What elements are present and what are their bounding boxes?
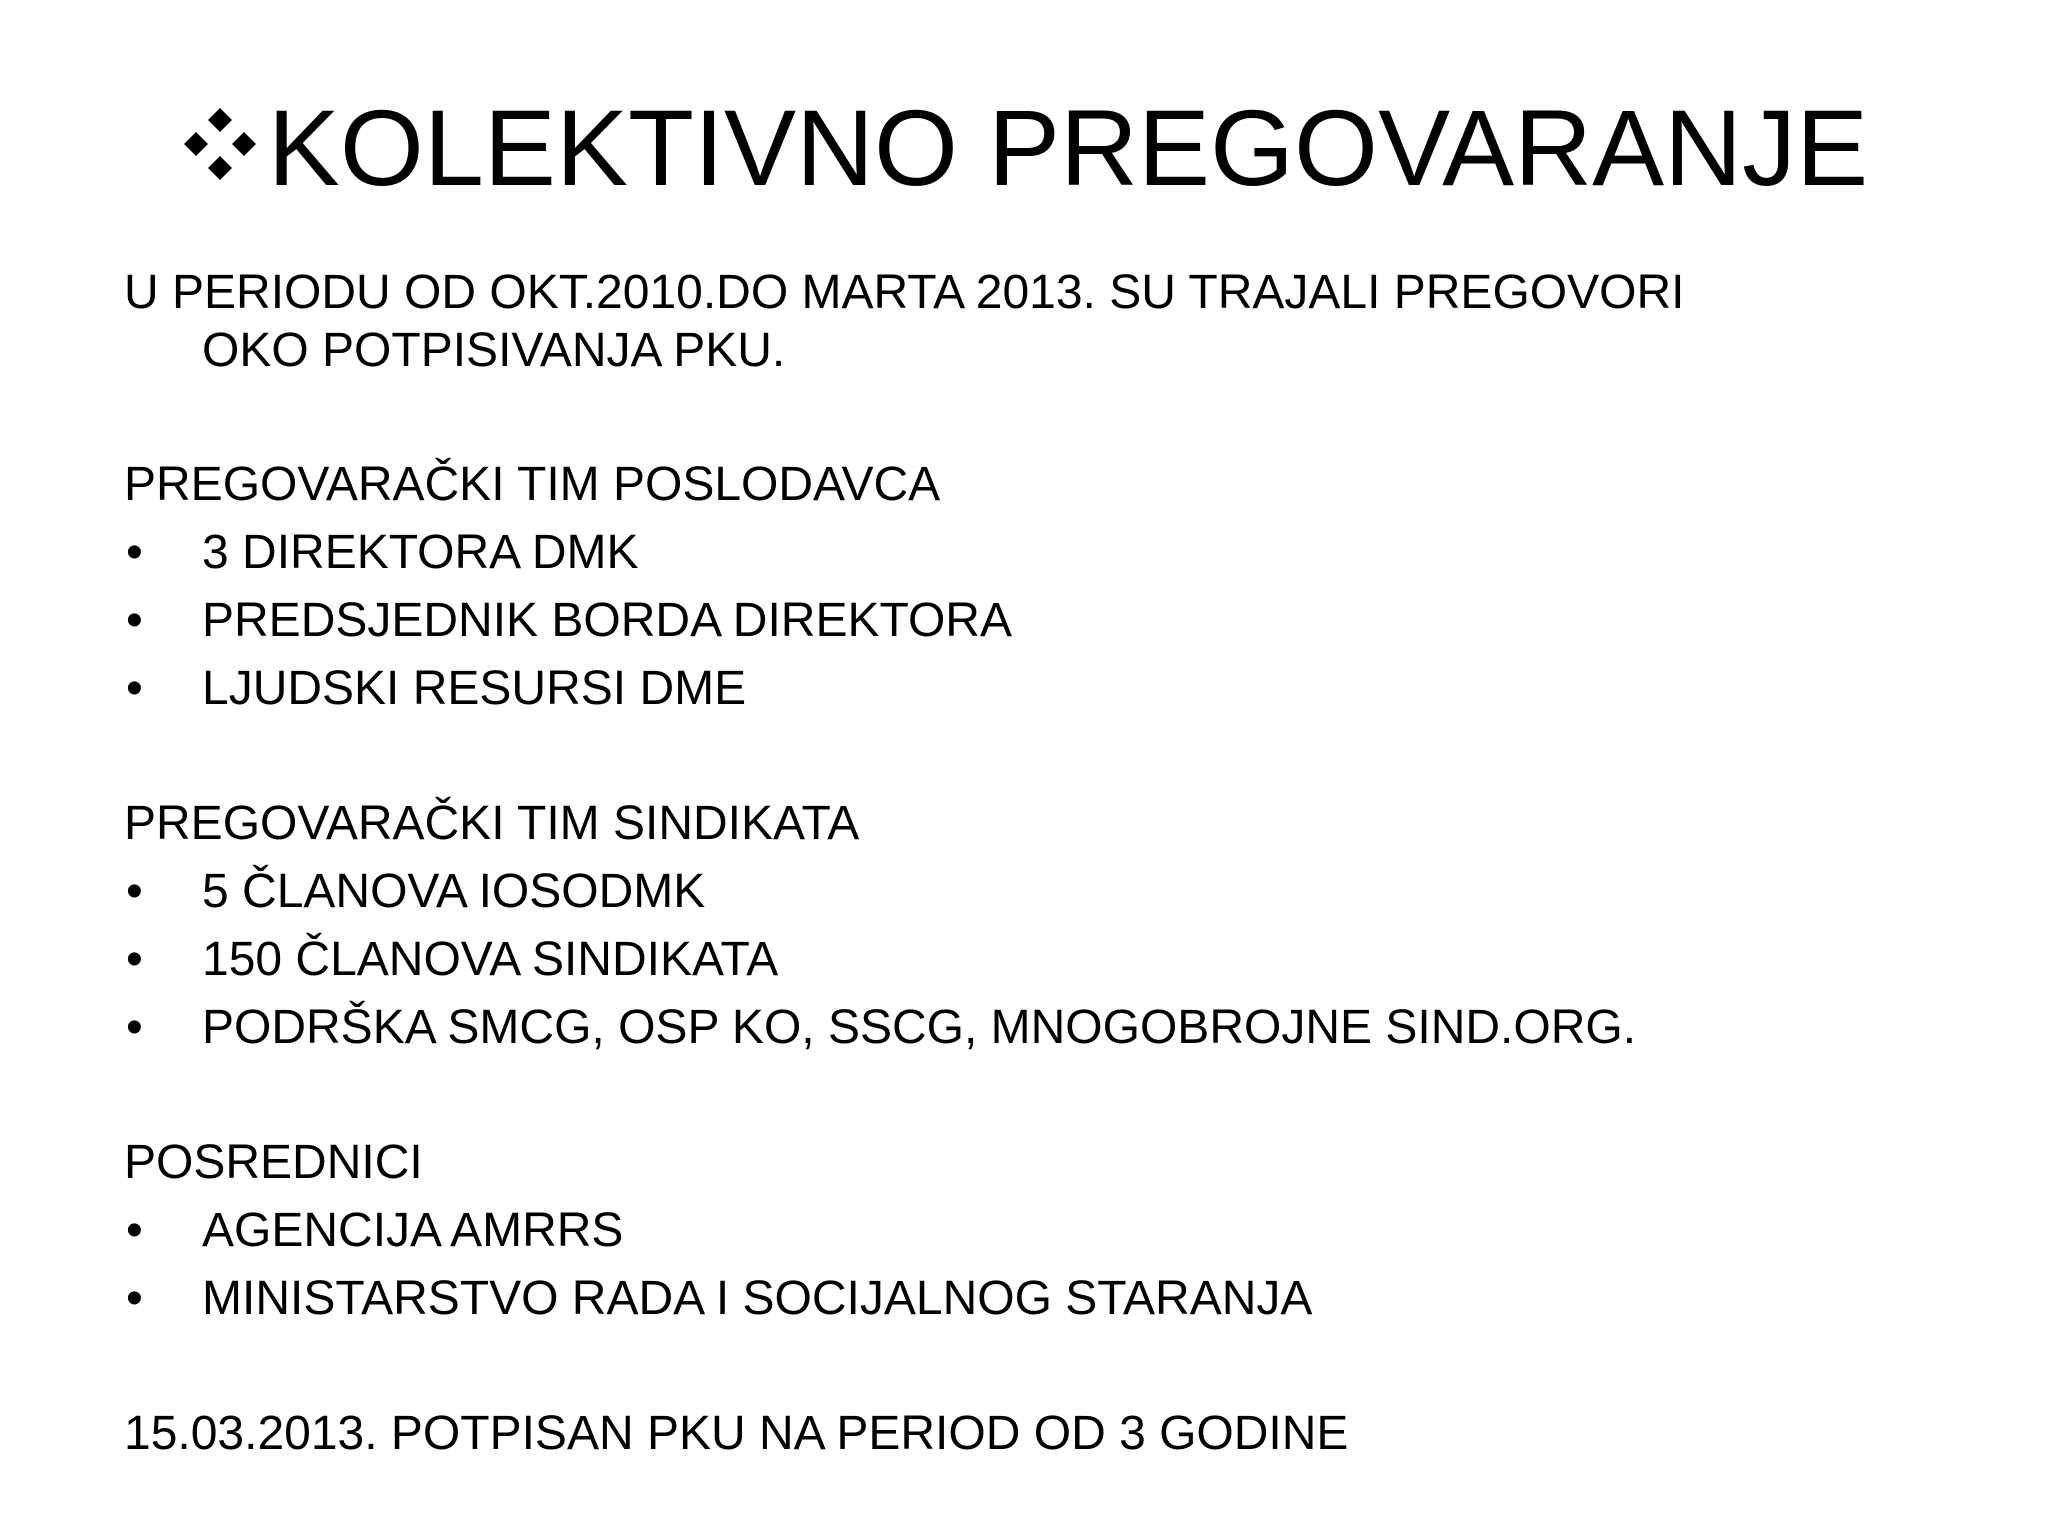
slide-title bbox=[0, 88, 2048, 208]
bullet-icon: • bbox=[126, 662, 143, 715]
slide: KOLEKTIVNO PREGOVARANJE U PERIODU OD OKT.2010.DO MARTA 2013. SU TRAJALI PREGOVORI OKO POTPISIVANJA PKU. PREGOVARAČKI TIM POSLODAVCA • 3 DIREKTORA DMK • PREDSJEDNIK BORDA DIREKTORA • LJUDSKI RESURSI DME PREGOVARAČKI TIM SINDIKATA • 5 ČLANOVA IOSODMK • 150 ČLANOVA SINDIKATA • PODRŠKA SMCG, OSP KO, SSCG, MNOGOBROJNE SIND.ORG. POSREDNICI • AGENCIJA AMRRS • MINISTARSTVO RADA I SOCIJALNOG STARANJA 15.03.2013. POTPISAN PKU NA PERIOD OD 3 GODINE bbox=[0, 0, 2048, 1536]
bullet-icon: • bbox=[126, 1272, 143, 1325]
bullet-icon: • bbox=[126, 1001, 143, 1054]
bullet-icon: • bbox=[126, 933, 143, 986]
union-team-heading: PREGOVARAČKI TIM SINDIKATA bbox=[124, 797, 860, 850]
conclusion-line: 15.03.2013. POTPISAN PKU NA PERIOD OD 3 GODINE bbox=[124, 1407, 1349, 1460]
bullet-icon: • bbox=[126, 594, 143, 647]
bullet-icon: • bbox=[126, 865, 143, 918]
mediators-heading: POSREDNICI bbox=[124, 1136, 423, 1189]
four-diamonds-icon bbox=[180, 104, 260, 184]
bullet-icon: • bbox=[126, 1204, 143, 1257]
employer-team-heading: PREGOVARAČKI TIM POSLODAVCA bbox=[124, 458, 941, 511]
intro-line-1: U PERIODU OD OKT.2010.DO MARTA 2013. SU TRAJALI PREGOVORI bbox=[124, 266, 1685, 319]
bullet-icon: • bbox=[126, 526, 143, 579]
slide-title-text: KOLEKTIVNO PREGOVARANJE bbox=[267, 87, 1869, 208]
intro-line-2: OKO POTPISIVANJA PKU. bbox=[202, 324, 786, 377]
